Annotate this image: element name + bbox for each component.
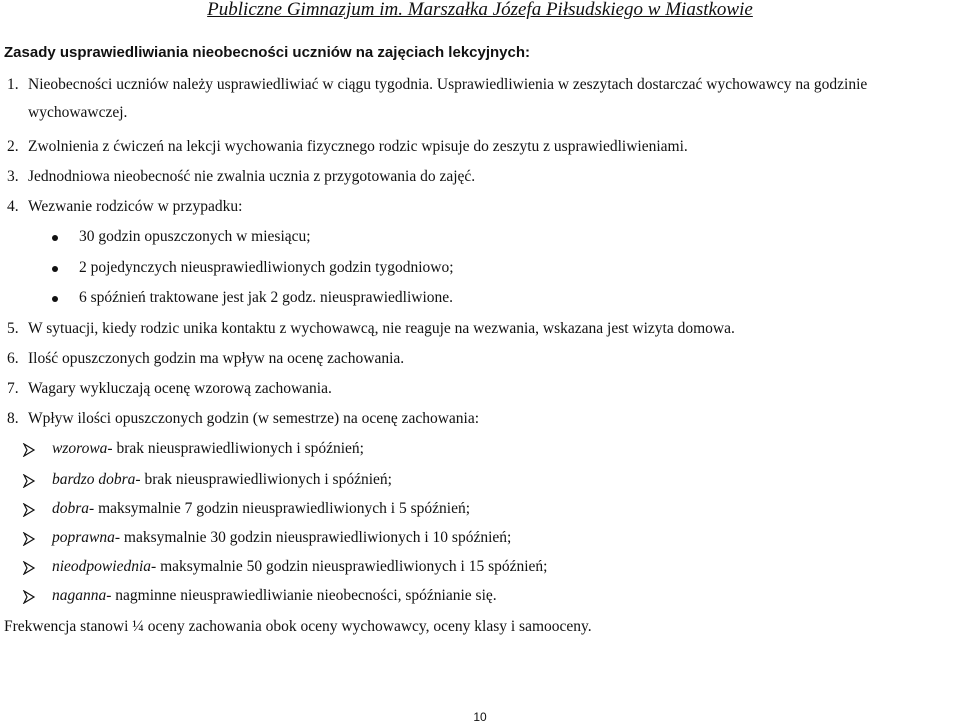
grade-item: wzorowa- brak nieusprawiedliwionych i spóźnień; <box>52 440 364 457</box>
bullet-icon <box>52 235 58 241</box>
summons-item: 6 spóźnień traktowane jest jak 2 godz. nieusprawiedliwione. <box>79 289 454 306</box>
rule-7-text: Wagary wykluczają ocenę wzorową zachowania. <box>28 380 332 397</box>
arrow-bullet-icon <box>22 474 36 488</box>
section-title: Zasady usprawiedliwiania nieobecności uczniów na zajęciach lekcyjnych: <box>4 44 531 61</box>
grade-item: naganna- nagminne nieusprawiedliwianie nieobecności, spóźnianie się. <box>52 587 497 604</box>
summons-item: 2 pojedynczych nieusprawiedliwionych godzin tygodniowo; <box>79 259 454 276</box>
rule-5-text: W sytuacji, kiedy rodzic unika kontaktu z wychowawcą, nie reaguje na wezwania, wskazana jest wizyta domowa. <box>28 320 735 337</box>
grade-item: poprawna- maksymalnie 30 godzin nieusprawiedliwionych i 10 spóźnień; <box>52 529 512 546</box>
arrow-bullet-icon <box>22 443 36 457</box>
bullet-icon <box>52 266 58 272</box>
arrow-bullet-icon <box>22 503 36 517</box>
rule-1-continuation: wychowawczej. <box>28 104 128 121</box>
rule-4-text: Wezwanie rodziców w przypadku: <box>28 198 243 215</box>
arrow-bullet-icon <box>22 590 36 604</box>
arrow-bullet-icon <box>22 532 36 546</box>
page-header <box>0 0 960 20</box>
rule-3-text: Jednodniowa nieobecność nie zwalnia ucznia z przygotowania do zajęć. <box>28 168 476 185</box>
school-name: Publiczne Gimnazjum im. Marszałka Józefa Piłsudskiego w Miastkowie <box>207 0 753 20</box>
rule-2-text: Zwolnienia z ćwiczeń na lekcji wychowania fizycznego rodzic wpisuje do zeszytu z usprawiedliwieniami. <box>28 138 688 155</box>
rule-6-text: Ilość opuszczonych godzin ma wpływ na ocenę zachowania. <box>28 350 405 367</box>
arrow-bullet-icon <box>22 561 36 575</box>
grade-item: dobra- maksymalnie 7 godzin nieusprawiedliwionych i 5 spóźnień; <box>52 500 471 517</box>
rule-8-text: Wpływ ilości opuszczonych godzin (w semestrze) na ocenę zachowania: <box>28 410 480 427</box>
grade-item: bardzo dobra- brak nieusprawiedliwionych i spóźnień; <box>52 471 392 488</box>
rule-1-text: Nieobecności uczniów należy usprawiedliwiać w ciągu tygodnia. Usprawiedliwienia w zeszytach dostarczać wychowawcy na godzinie <box>28 76 868 93</box>
bullet-icon <box>52 296 58 302</box>
attendance-note: Frekwencja stanowi ¼ oceny zachowania obok oceny wychowawcy, oceny klasy i samooceny. <box>4 618 592 635</box>
page-number: 10 <box>473 710 487 724</box>
grade-item: nieodpowiednia- maksymalnie 50 godzin nieusprawiedliwionych i 15 spóźnień; <box>52 558 548 575</box>
summons-item: 30 godzin opuszczonych w miesiącu; <box>79 228 311 245</box>
